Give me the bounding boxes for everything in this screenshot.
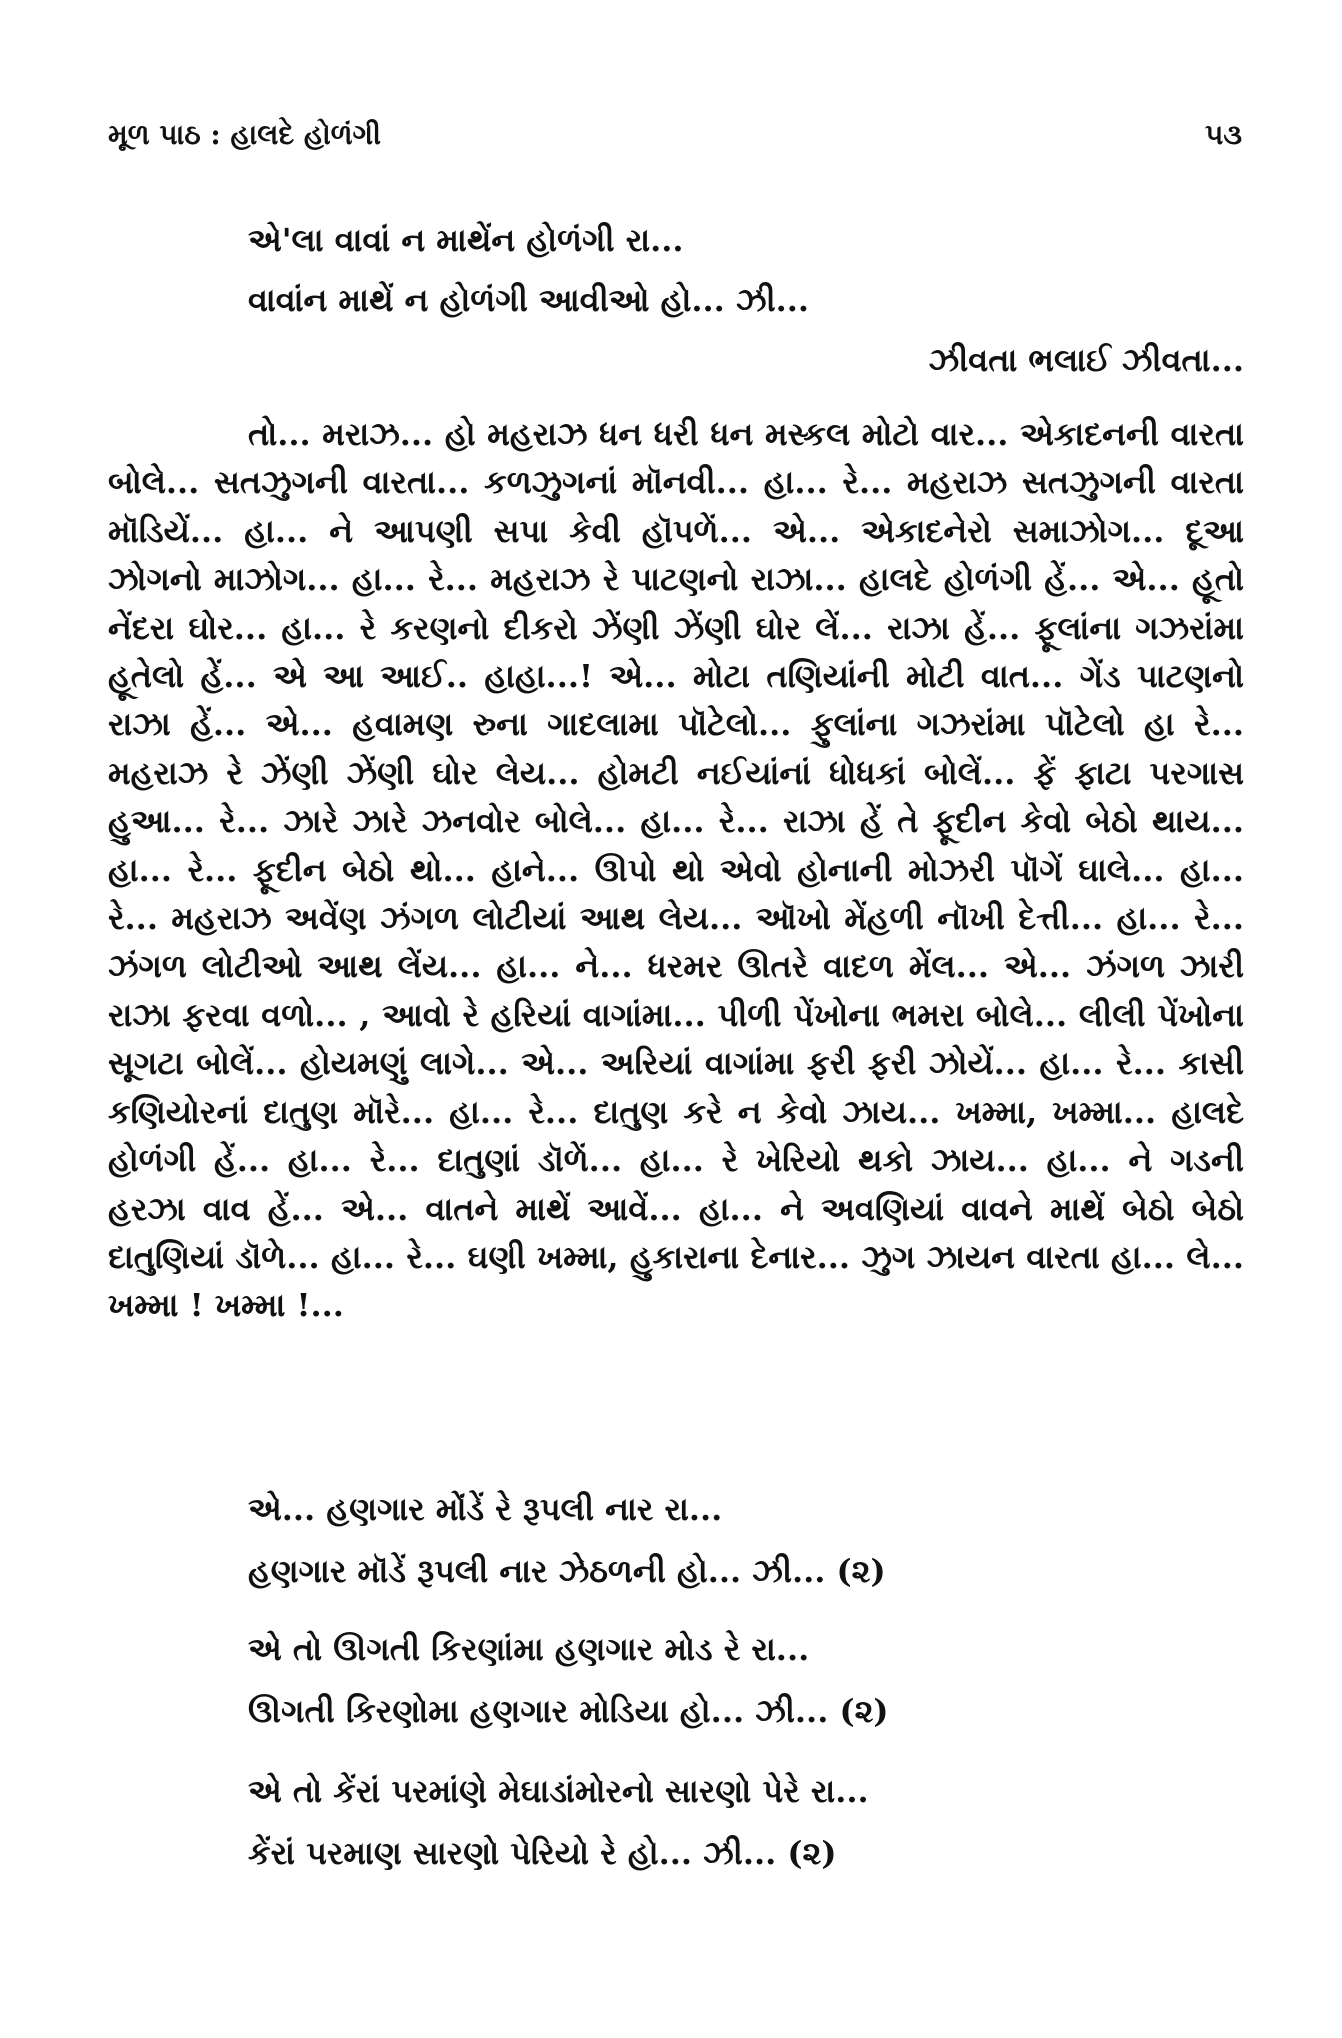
verse-line: કેંરાં પરમાણ સારણો પેરિયો રે હો... ઝી... (૨) [248,1834,837,1872]
prose-paragraph: તો... મરાઝ... હો મહરાઝ ધન ધરી ધન મસ્કલ મોટો વાર... એકાદનની વારતા બોલે... સતઝુગની વારતા... કળઝુગનાં મૉનવી... હા... રે... મહરાઝ સતઝુગની વારતા મૉડિયેં... હા... ને આપણી સપા કેવી હૉપળેં... એ... એકાદનેરો સમાઝોગ... દૂઆ ઝોગનો માઝોગ... હા... રે... મહરાઝ રે પાટણનો રાઝા... હાલદે હોળંગી હેં... એ... હૂતો નેંદરા ઘોર... હા... રે કરણનો દીકરો ઝેંણી ઝેંણી ઘોર લેં... રાઝા હેં... ફૂલાંના ગઝરાંમા હૂતેલો હેં... એ આ આઈ.. હાહા...! એ... મોટા તણિયાંની મોટી વાત... ગેંડ પાટણનો રાઝા હેં... એ... હવામણ રુના ગાદલામા પૉટેલો... ફુલાંના ગઝરાંમા પૉટેલો હા રે... મહરાઝ રે ઝેંણી ઝેંણી ઘોર લેય... હોમટી નઈયાંનાં ધોધકાં બોલેં... ફેં ફાટા પરગાસ હુઆ... રે... ઝારે ઝારે ઝનવોર બોલે... હા... રે... રાઝા હેં તે ફૂદીન કેવો બેઠો થાય... હા... રે... ફૂદીન બેઠો થો... હાને... ઊપો થો એવો હોનાની મોઝરી પૉગેં ઘાલે... હા... રે... મહરાઝ અવેંણ ઝંગળ લોટીયાં આથ લેય... ઑખો મેંહળી નૉખી દેત્તી... હા... રે... ઝંગળ લોટીઓ આથ લેંય... હા... ને... ધરમર ઊતરે વાદળ મેંલ... એ... ઝંગળ ઝારી રાઝા ફરવા વળો... , આવો રે હરિયાં વાગાંમા... પીળી પેંખોના ભમરા બોલે... લીલી પેંખોના સૂગટા બોલેં... હોયમણું લાગે... એ... અરિયાં વાગાંમા ફરી ફરી ઝોયેં... હા... રે... કાસી કણિયોરનાં દાતુણ મૉરે... હા... રે... દાતુણ કરે ન કેવો ઝાય... ખમ્મા, ખમ્મા... હાલદે હોળંગી હેં... હા... રે... દાતુણાં ડૉળેં... હા... રે ખેરિયો થકો ઝાય... હા... ને ગડની હરઝા વાવ હેં... એ... વાતને માથેં આવેં... હા... ને અવણિયાં વાવને માથેં બેઠો બેઠો દાતુણિયાં ડૉળે... હા... રે... ઘણી ખમ્મા, હુકારાના દેનાર... ઝુગ ઝાયન વારતા હા... લે... ખમ્મા ! ખમ્મા !... [108,415,1244,1325]
refrain-line: ઝીવતા ભલાઈ ઝીવતા... [928,341,1244,379]
verse-line: ઊગતી કિરણોમા હણગાર મોડિયા હો... ઝી... (૨) [248,1692,889,1730]
verse-line: એ... હણગાર મોંડેં રે રૂપલી નાર રા... [248,1490,723,1528]
song-line: વાવાંન માથેં ન હોળંગી આવીઓ હો... ઝી... [248,281,810,319]
verse-line: એ તો ઊગતી કિરણાંમા હણગાર મોડ રે રા... [248,1630,810,1668]
verse-stanza [248,1618,889,1742]
running-header [108,118,1242,158]
chapter-title: મૂળ પાઠ : હાલદે હોળંગી [108,118,382,151]
opening-song [248,210,809,330]
page-number: ૫૩ [1204,118,1242,151]
song-line: એ'લા વાવાં ન માથેંન હોળંગી રા... [248,221,684,259]
verse-stanza [248,1478,886,1602]
verse-line: એ તો કેંરાં પરમાંણે મેઘાડાંમોરનો સારણો પેરે રા... [248,1772,869,1810]
verse-line: હણગાર મૉડેં રૂપલી નાર ઝેઠળની હો... ઝી... (૨) [248,1552,886,1590]
verse-stanza [248,1760,869,1884]
